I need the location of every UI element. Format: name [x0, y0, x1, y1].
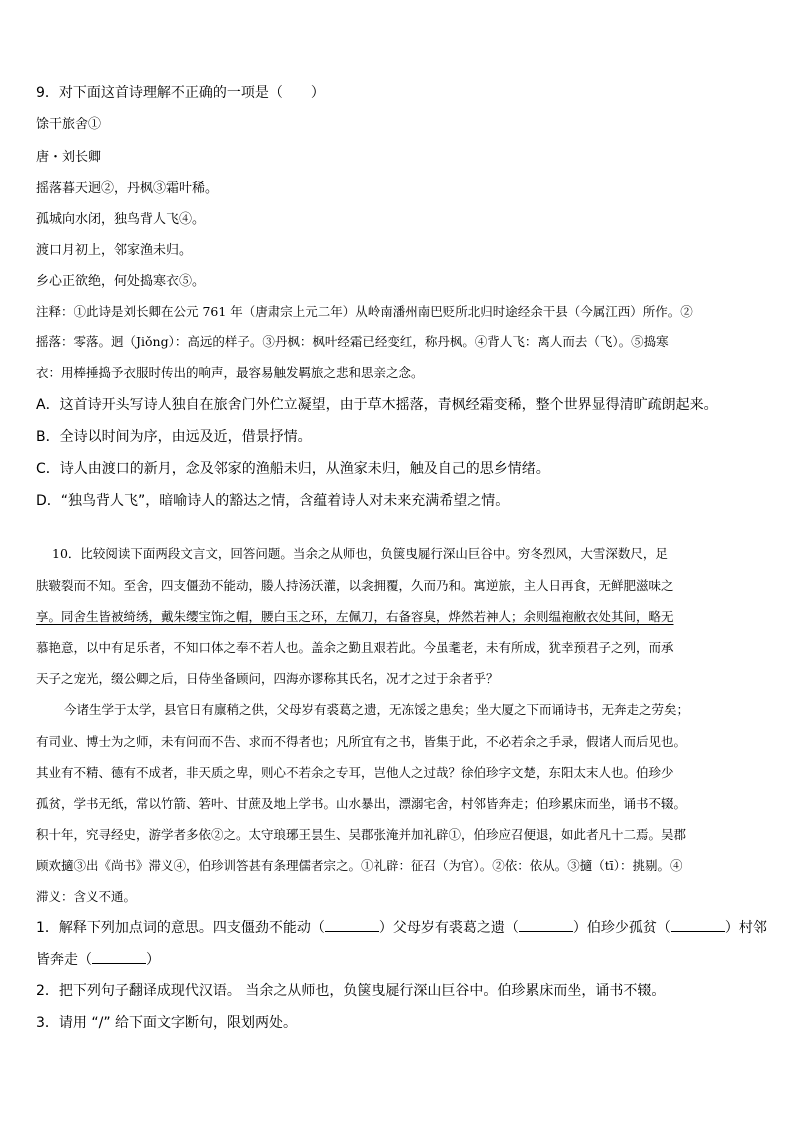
q10-passage1-underlined-line: 享。同舍生皆被绮绣，戴朱缨宝饰之帽，腰白玉之环，左佩刀，右备容臭，烨然若神人；余则缊袍敝衣处其间，略无	[36, 609, 674, 624]
note-line: 摇落：零落。迥（Jiǒng）：高远的样子。③丹枫：枫叶经霜已经变红，称丹枫。④背人飞：离人而去（飞）。⑤捣寒	[36, 334, 669, 349]
q10-passage1-line: 肤皲裂而不知。至舍，四支僵劲不能动，媵人持汤沃灌，以衾拥覆，久而乃和。寓逆旅，主人日再食，无鲜肥滋味之	[36, 578, 674, 593]
q10-passage2-line: 其业有不精、德有不成者，非天质之卑，则心不若余之专耳，岂他人之过哉？徐伯珍字文楚，东阳太末人也。伯珍少	[36, 765, 674, 780]
q10-passage2-line: 顾欢擿③出《尚书》滞义④，伯珍训答甚有条理儒者宗之。①礼辟：征召（为官）。②依：依从。③擿（tī）：挑剔。④	[36, 858, 683, 873]
q10-passage1-line: 天子之宠光，缀公卿之后，日侍坐备顾问，四海亦谬称其氏名，况才之过于余者乎？	[36, 671, 499, 686]
note-line: 注释：①此诗是刘长卿在公元 761 年（唐肃宗上元二年）从岭南潘州南巴贬所北归时途经余干县（今属江西）所作。②	[36, 304, 693, 319]
answer-blank[interactable]	[92, 951, 146, 964]
sub1-text: ）村邻	[724, 920, 767, 936]
q10-passage1-line: 10．比较阅读下面两段文言文，回答问题。当余之从师也，负箧曳屣行深山巨谷中。穷冬烈风，大雪深数尺，足	[52, 546, 668, 561]
answer-blank[interactable]	[325, 919, 379, 932]
option-c: C．诗人由渡口的新月，念及邻家的渔船未归，从渔家未归，触及自己的思乡情绪。	[36, 461, 550, 477]
option-b: B．全诗以时间为序，由远及近，借景抒情。	[36, 429, 312, 445]
poem-line: 渡口月初上，邻家渔未归。	[36, 243, 193, 258]
q10-passage1-line: 慕艳意，以中有足乐者，不知口体之奉不若人也。盖余之勤且艰若此。今虽耄老，未有所成，犹幸预君子之列，而承	[36, 640, 674, 655]
q10-passage2-line: 孤贫，学书无纸，常以竹箭、箬叶、甘蔗及地上学书。山水暴出，漂溺宅舍，村邻皆奔走；伯珍累床而坐，诵书不辍。	[36, 796, 687, 811]
sub1-text: 1．解释下列加点词的意思。四支僵劲不能动（	[36, 920, 325, 936]
option-a: A．这首诗开头写诗人独自在旅舍门外伫立凝望，由于草木摇落，青枫经霜变稀，整个世界显得清旷疏朗起来。	[36, 397, 718, 413]
q10-sub3: 3．请用 “/” 给下面文字断句，限划两处。	[36, 1015, 298, 1031]
poem-line: 孤城向水闭，独鸟背人飞④。	[36, 212, 206, 227]
q9-stem: 9．对下面这首诗理解不正确的一项是（ ）	[36, 85, 325, 101]
q10-passage2-line: 积十年，究寻经史，游学者多依②之。太守琅琊王昙生、吴郡张淹并加礼辟①，伯珍应召便退，如此者凡十二焉。吴郡	[36, 827, 687, 842]
poem-author: 唐・刘长卿	[36, 150, 102, 165]
sub1-text: ）父母岁有裘葛之遗（	[378, 920, 519, 936]
poem-line: 乡心正欲绝，何处捣寒衣⑤。	[36, 274, 206, 289]
note-line: 衣：用棒捶捣予衣服时传出的响声，最容易触发羁旅之悲和思亲之念。	[36, 365, 424, 380]
q10-sub1-cont	[36, 949, 160, 969]
q10-sub1	[36, 917, 767, 937]
q10-passage2-line: 有司业、博士为之师，未有问而不告、求而不得者也；凡所宜有之书，皆集于此，不必若余之手录，假诸人而后见也。	[36, 734, 687, 749]
poem-title: 馀干旅舍①	[36, 117, 102, 132]
sub1-text: ）伯珍少孤贫（	[572, 920, 671, 936]
answer-blank[interactable]	[671, 919, 725, 932]
answer-blank[interactable]	[519, 919, 573, 932]
poem-line: 摇落暮天迥②，丹枫③霜叶稀。	[36, 181, 219, 196]
q10-sub2: 2．把下列句子翻译成现代汉语。 当余之从师也，负箧曳屣行深山巨谷中。伯珍累床而坐，诵书不辍。	[36, 983, 666, 999]
option-d: D．“独鸟背人飞”，暗喻诗人的豁达之情，含蕴着诗人对未来充满希望之情。	[36, 493, 510, 509]
sub1-text: 皆奔走（	[36, 952, 92, 968]
sub1-text: ）	[146, 952, 160, 968]
q10-passage2-line: 今诸生学于太学，县官日有廪稍之供，父母岁有裘葛之遗，无冻馁之患矣；坐大厦之下而诵诗书，无奔走之劳矣；	[64, 702, 690, 717]
q10-passage2-line: 滞义：含义不通。	[36, 889, 137, 904]
